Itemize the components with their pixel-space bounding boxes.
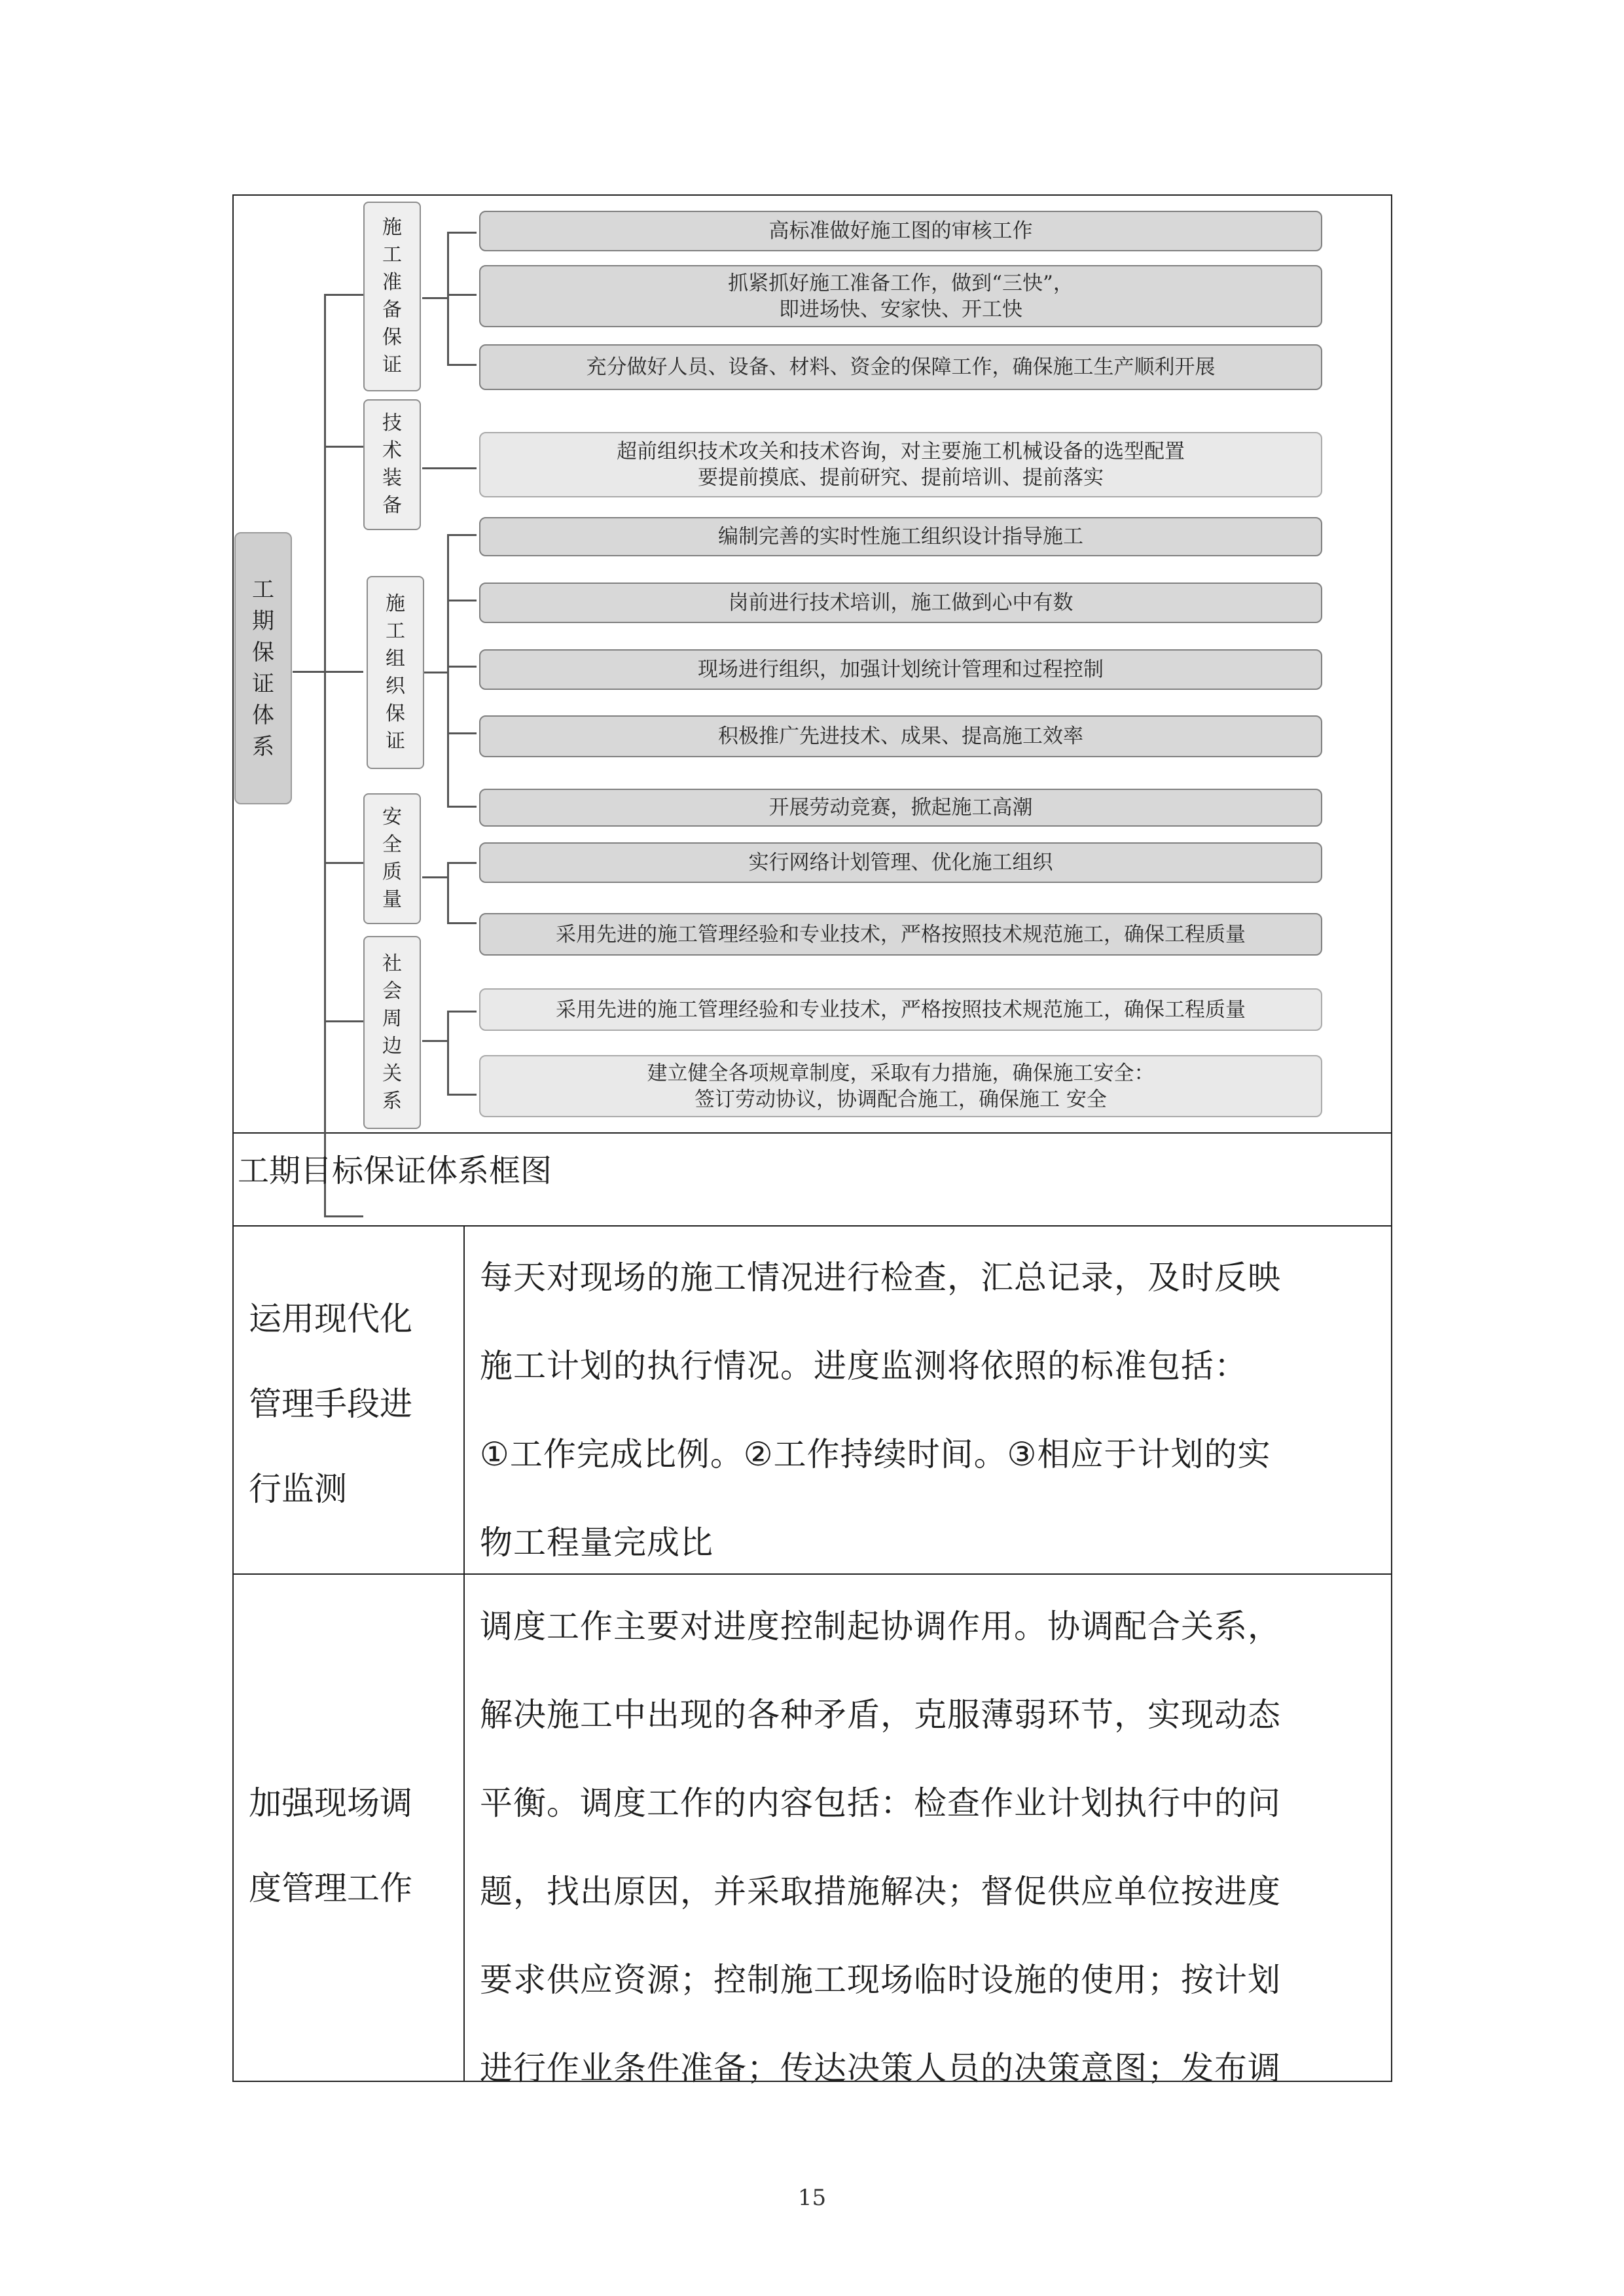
item-10: 实行网络计划管理、优化施工组织 [479,842,1322,883]
item-3: 充分做好人员、设备、材料、资金的保障工作，确保施工生产顺利开展 [479,344,1322,390]
column-divider [463,1225,465,2082]
divider-caption [232,1225,1392,1227]
row2-label: 加强现场调 度管理工作 [249,1784,412,1907]
diagram-caption: 工期目标保证体系框图 [238,1153,552,1189]
item-1: 高标准做好施工图的审核工作 [479,211,1322,251]
category-social-relations: 社 会 周 边 关 系 [363,936,421,1129]
item-11: 采用先进的施工管理经验和专业技术，严格按照技术规范施工，确保工程质量 [479,913,1322,956]
row2-content: 调度工作主要对进度控制起协调作用。协调配合关系， 解决施工中出现的各种矛盾，克服薄弱环节，实现动态 平衡。调度工作的内容包括：检查作业计划执行中的问 题，找出原因，并采取措施解决；督促供应单位按进度 要求供应资源；控制施工现场临时设施的使用；按计划 进行作业条件准备；传达决策人员的决策意图；发布调 [480,1607,1281,2087]
category-tech-equipment: 技 术 装 备 [363,399,421,530]
item-2: 抓紧抓好施工准备工作，做到“三快”， 即进场快、安家快、开工快 [479,265,1322,327]
row1-label: 运用现代化 管理手段进 行监测 [249,1300,412,1508]
category-safety-quality: 安 全 质 量 [363,793,421,924]
category-construction-prep: 施 工 准 备 保 证 [363,202,421,391]
item-9: 开展劳动竞赛，掀起施工高潮 [479,789,1322,827]
item-8: 积极推广先进技术、成果、提高施工效率 [479,715,1322,757]
item-13: 建立健全各项规章制度，采取有力措施，确保施工安全： 签订劳动协议，协调配合施工，确保施工 安全 [479,1055,1322,1117]
row1-content: 每天对现场的施工情况进行检查，汇总记录，及时反映 施工计划的执行情况。进度监测将依照的标准包括： ①工作完成比例。②工作持续时间。③相应于计划的实 物工程量完成比 [480,1259,1281,1562]
root-node: 工 期 保 证 体 系 [234,532,292,804]
item-12: 采用先进的施工管理经验和专业技术，严格按照技术规范施工，确保工程质量 [479,988,1322,1031]
page-number: 15 [797,2185,827,2211]
category-construction-org: 施 工 组 织 保 证 [367,576,424,769]
item-4: 超前组织技术攻关和技术咨询，对主要施工机械设备的选型配置 要提前摸底、提前研究、提前培训、提前落实 [479,432,1322,497]
item-6: 岗前进行技术培训，施工做到心中有数 [479,583,1322,623]
item-7: 现场进行组织，加强计划统计管理和过程控制 [479,649,1322,690]
item-5: 编制完善的实时性施工组织设计指导施工 [479,517,1322,556]
